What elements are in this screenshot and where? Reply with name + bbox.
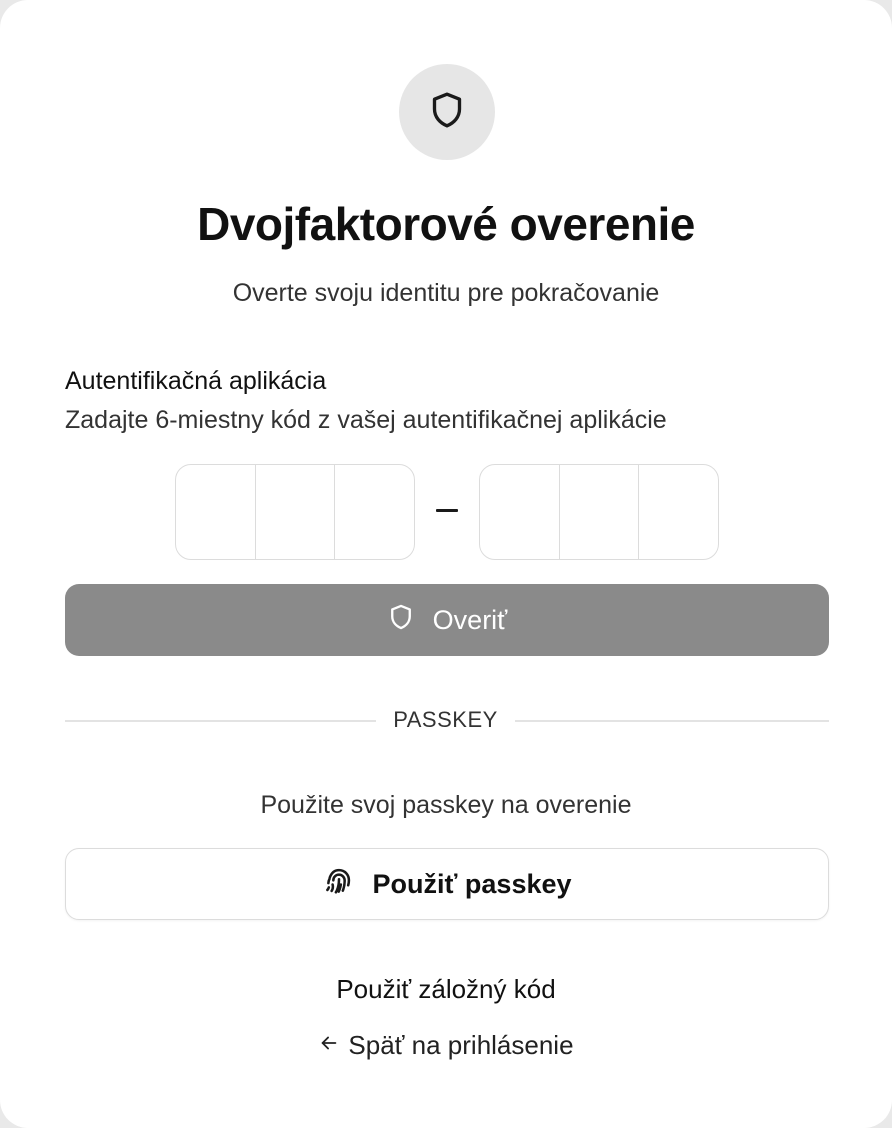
verify-button-label: Overiť [432,605,508,635]
shield-icon [427,90,467,135]
otp-digit-6[interactable] [639,465,718,559]
otp-digit-5[interactable] [560,465,640,559]
authenticator-label: Autentifikačná aplikácia [65,367,327,395]
otp-digit-3[interactable] [335,465,414,559]
otp-group-second [479,464,719,560]
fingerprint-icon [322,864,356,905]
page-title: Dvojfaktorové overenie [197,198,695,250]
divider-line-right [515,720,829,722]
use-passkey-button-label: Použiť passkey [372,868,572,899]
otp-group-first [175,464,415,560]
arrow-left-icon [318,1028,340,1062]
passkey-hint: Použite svoj passkey na overenie [260,791,632,819]
shield-badge [399,64,495,160]
otp-digit-4[interactable] [480,465,560,559]
back-to-login-label: Späť na prihlásenie [348,1030,574,1060]
divider-line-left [65,720,376,722]
back-to-login-link[interactable] [0,1028,892,1062]
shield-icon [387,603,415,638]
authenticator-hint: Zadajte 6-miestny kód z vašej autentifikačnej aplikácie [65,406,667,434]
otp-digit-2[interactable] [256,465,336,559]
verify-button[interactable] [65,584,829,656]
backup-code-link[interactable]: Použiť záložný kód [336,974,556,1004]
otp-digit-1[interactable] [176,465,256,559]
use-passkey-button[interactable] [65,848,829,920]
divider-label: PASSKEY [393,707,498,732]
otp-separator [436,509,458,512]
page-subtitle: Overte svoju identitu pre pokračovanie [232,279,660,307]
